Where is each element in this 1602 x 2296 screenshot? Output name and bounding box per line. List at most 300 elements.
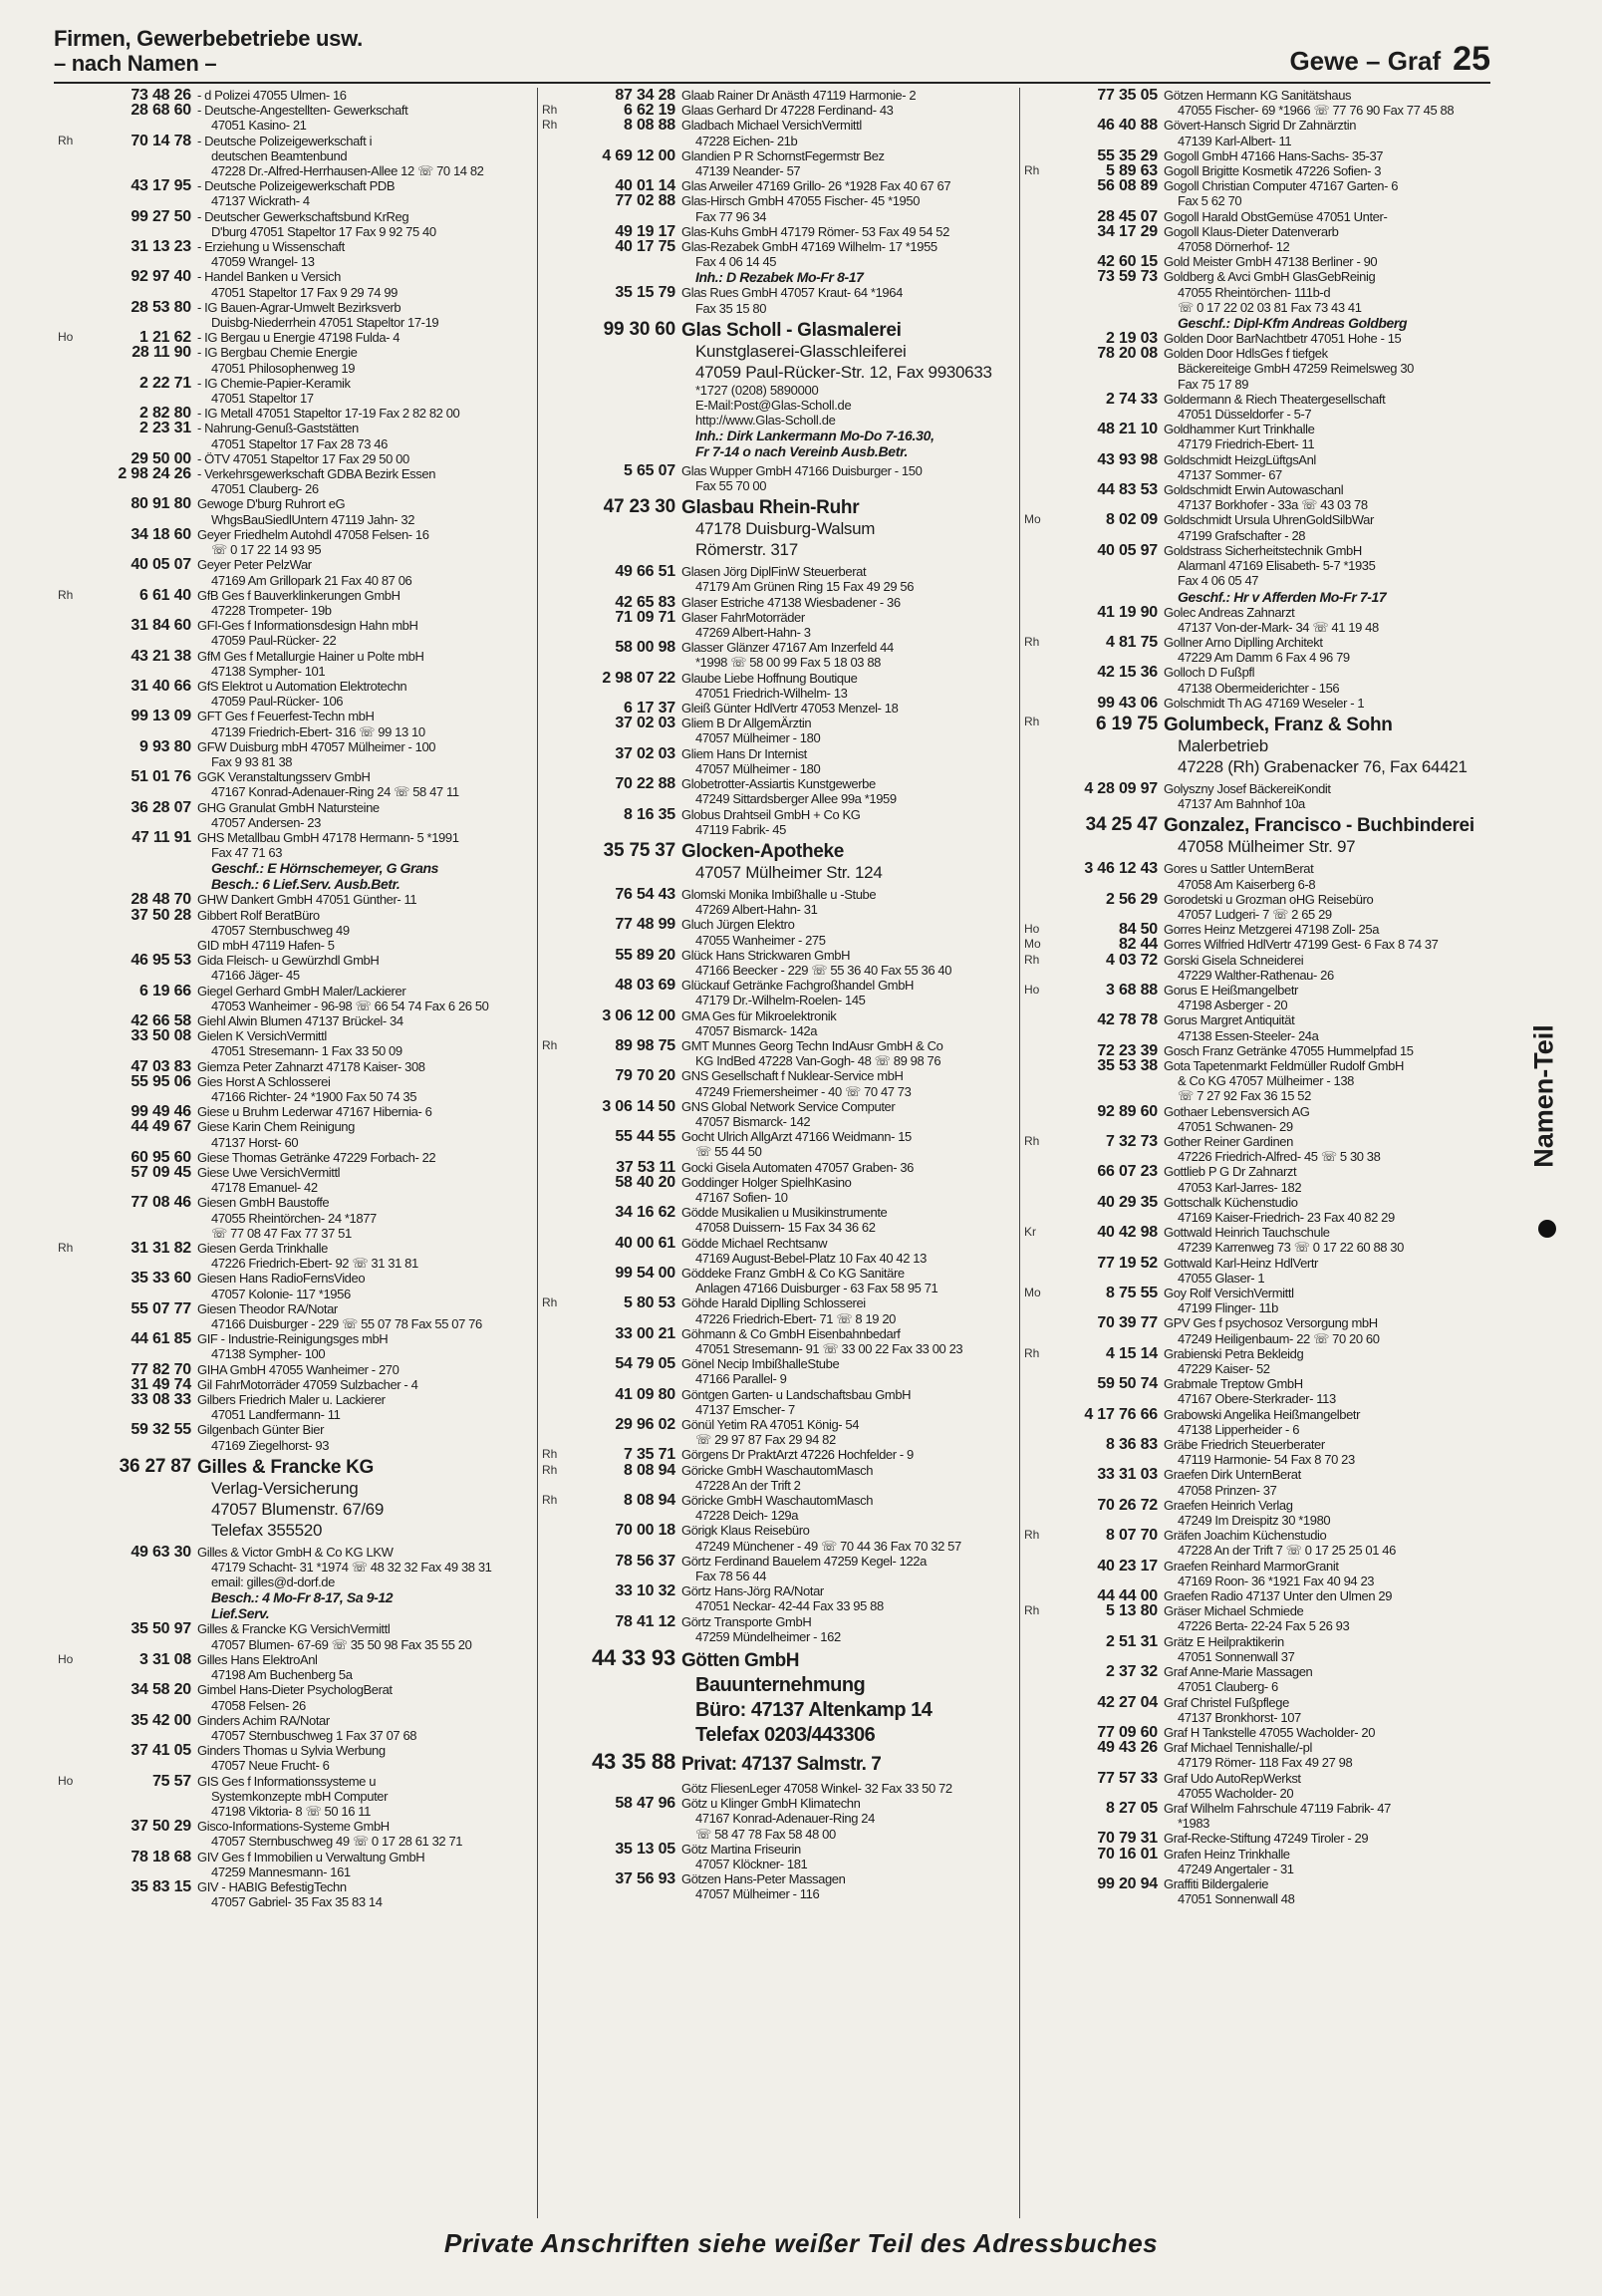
phone-number: 8 75 55 bbox=[1106, 1285, 1158, 1302]
entry-name: - IG Metall 47051 Stapeltor 17-19 Fax 2 82 82 00 bbox=[197, 406, 460, 422]
district-code: Rh bbox=[58, 1241, 74, 1256]
entry-body bbox=[681, 1008, 1019, 1038]
district-code: Rh bbox=[1024, 1345, 1040, 1360]
entry-detail: Römerstr. 317 bbox=[695, 540, 798, 560]
entry-detail: 47169 Roon- 36 *1921 Fax 40 94 23 bbox=[1178, 1573, 1375, 1588]
entry-detail: 47228 An der Trift 7 ☏ 0 17 25 25 01 46 bbox=[1178, 1543, 1396, 1559]
side-tab-label: Namen-Teil bbox=[1528, 1024, 1559, 1168]
entry-name: Glomski Monika Imbißhalle u -Stube bbox=[681, 886, 877, 902]
district-code: Ho bbox=[58, 330, 74, 345]
phone-number: 37 53 11 bbox=[616, 1158, 675, 1176]
entry-name: Glandien P R SchornstFegermstr Bez bbox=[681, 147, 885, 163]
listing-entry bbox=[538, 463, 1019, 493]
entry-note: Lief.Serv. bbox=[211, 1605, 270, 1622]
listing-entry bbox=[54, 451, 537, 466]
entry-body bbox=[1164, 1740, 1490, 1770]
listing-entry bbox=[54, 1119, 537, 1149]
entry-detail: 47057 Neue Frucht- 6 bbox=[211, 1758, 330, 1774]
entry-detail: 47057 Sternbuschweg 1 Fax 37 07 68 bbox=[211, 1727, 417, 1743]
entry-name: Golschmidt Th AG 47169 Weseler - 1 bbox=[1164, 695, 1365, 711]
district-code: Rh bbox=[542, 1493, 558, 1508]
phone-number: 43 93 98 bbox=[1097, 450, 1158, 468]
listing-entry bbox=[1020, 452, 1490, 482]
entry-body bbox=[197, 618, 537, 648]
phone-number: 57 09 45 bbox=[131, 1164, 191, 1182]
entry-detail: 47138 Lipperheider - 6 bbox=[1178, 1421, 1300, 1437]
phone-number: 40 42 98 bbox=[1097, 1224, 1158, 1242]
entry-body bbox=[681, 320, 1019, 459]
entry-detail: 47226 Friedrich-Alfred- 45 ☏ 5 30 38 bbox=[1178, 1149, 1381, 1165]
phone-number: 4 03 72 bbox=[1106, 951, 1158, 969]
entry-body bbox=[197, 239, 537, 269]
district-code: Rh bbox=[542, 1447, 558, 1462]
phone-number: 80 91 80 bbox=[131, 495, 191, 513]
entry-body bbox=[197, 1195, 537, 1241]
entry-detail: 47138 Obermeiderichter - 156 bbox=[1178, 680, 1340, 696]
listing-entry bbox=[1020, 1346, 1490, 1376]
entry-note: Besch.: 4 Mo-Fr 8-17, Sa 9-12 bbox=[211, 1589, 394, 1606]
entry-name: Glas-Kuhs GmbH 47179 Römer- 53 Fax 49 54 52 bbox=[681, 223, 949, 239]
listing-entry bbox=[1020, 209, 1490, 224]
phone-number: 60 95 60 bbox=[131, 1148, 191, 1166]
listing-entry bbox=[1020, 1498, 1490, 1528]
phone-number: 42 65 83 bbox=[615, 593, 675, 611]
phone-number: 40 29 35 bbox=[1097, 1193, 1158, 1211]
entry-detail: 47137 Sommer- 67 bbox=[1178, 466, 1282, 482]
entry-name: Gocht Ulrich AllgArzt 47166 Weidmann- 15 bbox=[681, 1129, 912, 1145]
listing-entry bbox=[1020, 1847, 1490, 1876]
phone-number: 59 50 74 bbox=[1097, 1375, 1158, 1393]
listing-entry bbox=[54, 1819, 537, 1849]
phone-number: 99 13 09 bbox=[131, 708, 191, 725]
entry-name: GID mbH 47119 Hafen- 5 bbox=[197, 937, 335, 953]
entry-detail: 47198 Am Buchenberg 5a bbox=[211, 1667, 353, 1683]
district-code: Kr bbox=[1024, 1225, 1036, 1240]
entry-detail: WhgsBauSiedlUntern 47119 Jahn- 32 bbox=[211, 511, 415, 527]
district-code: Ho bbox=[58, 1651, 74, 1666]
listing-entry bbox=[538, 1523, 1019, 1553]
entry-body bbox=[681, 671, 1019, 701]
entry-body bbox=[1164, 1603, 1490, 1633]
listing-entry bbox=[538, 1099, 1019, 1129]
entry-body bbox=[681, 610, 1019, 640]
listing-entry bbox=[1020, 1695, 1490, 1725]
entry-detail: 47137 Von-der-Mark- 34 ☏ 41 19 48 bbox=[1178, 619, 1379, 635]
phone-number: 4 15 14 bbox=[1106, 1344, 1158, 1362]
entry-detail: 47059 Paul-Rücker-Str. 12, Fax 9930633 bbox=[695, 362, 992, 382]
listing-entry bbox=[538, 320, 1019, 459]
entry-name: Gödde Musikalien u Musikinstrumente bbox=[681, 1205, 888, 1221]
phone-number: 56 08 89 bbox=[1097, 177, 1158, 195]
entry-body bbox=[1164, 635, 1490, 665]
entry-name: GIV - HABIG BefestigTechn bbox=[197, 1878, 347, 1894]
listing-entry bbox=[538, 807, 1019, 837]
entry-detail: Fax 55 70 00 bbox=[695, 478, 767, 494]
entry-name: Ginders Thomas u Sylvia Werbung bbox=[197, 1743, 386, 1759]
entry-body bbox=[1164, 88, 1490, 118]
phone-number: 40 23 17 bbox=[1097, 1557, 1158, 1575]
phone-number: 33 10 32 bbox=[615, 1582, 675, 1600]
entry-name: Goldschmidt Erwin Autowaschanl bbox=[1164, 482, 1344, 498]
entry-detail: 47057 Mülheimer - 180 bbox=[695, 760, 821, 776]
phone-number: 70 22 88 bbox=[615, 775, 675, 793]
entry-body bbox=[681, 1842, 1019, 1871]
entry-detail: 47226 Friedrich-Ebert- 71 ☏ 8 19 20 bbox=[695, 1310, 896, 1326]
listing-entry bbox=[1020, 1043, 1490, 1058]
phone-number: 35 50 97 bbox=[131, 1620, 191, 1638]
listing-entry bbox=[538, 285, 1019, 315]
entry-detail: 47055 Wanheimer - 275 bbox=[695, 932, 826, 948]
phone-number: 84 50 bbox=[1118, 921, 1158, 939]
listing-entry bbox=[538, 1796, 1019, 1842]
phone-number: 99 27 50 bbox=[131, 207, 191, 225]
entry-name: - IG Chemie-Papier-Keramik bbox=[197, 375, 351, 391]
phone-number: 29 96 02 bbox=[615, 1416, 675, 1434]
listing-entry bbox=[1020, 1603, 1490, 1633]
entry-body bbox=[1164, 1876, 1490, 1906]
listing-entry bbox=[1020, 1104, 1490, 1134]
entry-name: GHG Granulat GmbH Natursteine bbox=[197, 799, 380, 815]
listing-entry bbox=[1020, 1467, 1490, 1497]
entry-body bbox=[681, 1356, 1019, 1386]
listing-entry bbox=[54, 1422, 537, 1452]
entry-detail: 47199 Grafschafter - 28 bbox=[1178, 527, 1306, 543]
entry-detail: 47059 Paul-Rücker- 106 bbox=[211, 694, 344, 710]
entry-body bbox=[1164, 665, 1490, 695]
entry-name: - Nahrung-Genuß-Gaststätten bbox=[197, 421, 359, 436]
listing-entry bbox=[54, 1165, 537, 1195]
listing-entry bbox=[538, 978, 1019, 1007]
entry-name: Gota Tapetenmarkt Feldmüller Rudolf GmbH bbox=[1164, 1057, 1404, 1073]
phone-number: 70 39 77 bbox=[1097, 1314, 1158, 1332]
entry-detail: 47051 Stapeltor 17 Fax 28 73 46 bbox=[211, 435, 388, 451]
entry-name: Gilles & Victor GmbH & Co KG LKW bbox=[197, 1544, 394, 1560]
entry-detail: 47137 Bronkhorst- 107 bbox=[1178, 1709, 1301, 1725]
listing-entry bbox=[1020, 392, 1490, 422]
district-code: Rh bbox=[1024, 1133, 1040, 1148]
entry-name: Privat: 47137 Salmstr. 7 bbox=[681, 1754, 882, 1776]
entry-name: Gilbers Friedrich Maler u. Lackierer bbox=[197, 1392, 386, 1408]
listing-entry bbox=[1020, 1559, 1490, 1588]
phone-number: 8 08 88 bbox=[624, 117, 675, 135]
listing-entry bbox=[1020, 1771, 1490, 1801]
entry-body bbox=[681, 1129, 1019, 1159]
phone-number: 35 75 37 bbox=[603, 839, 675, 861]
entry-note: Geschf.: Hr v Afferden Mo-Fr 7-17 bbox=[1178, 588, 1387, 605]
entry-body bbox=[197, 1743, 537, 1773]
entry-detail: 47178 Duisburg-Walsum bbox=[695, 519, 876, 539]
listing-entry bbox=[538, 88, 1019, 103]
listing-entry bbox=[54, 984, 537, 1013]
entry-name: Giehl Alwin Blumen 47137 Brückel- 34 bbox=[197, 1012, 403, 1028]
phone-number: 33 08 33 bbox=[131, 1391, 191, 1409]
entry-detail: 47228 Dr.-Alfred-Herrhausen-Allee 12 ☏ 70 14 82 bbox=[211, 163, 484, 179]
entry-name: Gräser Michael Schmiede bbox=[1164, 1603, 1304, 1619]
entry-body bbox=[681, 1523, 1019, 1553]
entry-detail: *1983 bbox=[1178, 1816, 1209, 1832]
entry-detail: 47249 Im Dreispitz 30 *1980 bbox=[1178, 1513, 1331, 1529]
entry-detail: 47051 Sonnenwall 48 bbox=[1178, 1891, 1295, 1907]
phone-number: 77 08 46 bbox=[131, 1194, 191, 1212]
listing-entry bbox=[538, 1387, 1019, 1417]
phone-number: 31 49 74 bbox=[131, 1375, 191, 1393]
entry-body bbox=[1164, 543, 1490, 605]
listing-entry bbox=[538, 716, 1019, 745]
phone-number: 4 81 75 bbox=[1106, 633, 1158, 651]
entry-body bbox=[1164, 1467, 1490, 1497]
phone-number: 4 69 12 00 bbox=[602, 146, 675, 164]
entry-body bbox=[681, 1614, 1019, 1644]
phone-number: 6 61 40 bbox=[139, 586, 191, 604]
phone-number: 37 50 28 bbox=[131, 906, 191, 924]
entry-body bbox=[681, 776, 1019, 806]
entry-body bbox=[1164, 1376, 1490, 1406]
entry-name: Gogoll Christian Computer 47167 Garten- 6 bbox=[1164, 178, 1399, 194]
entry-name: Giesen Hans RadioFernsVideo bbox=[197, 1271, 366, 1287]
listing-entry bbox=[1020, 937, 1490, 952]
entry-detail: 47058 Prinzen- 37 bbox=[1178, 1482, 1277, 1498]
entry-detail: 47226 Friedrich-Ebert- 92 ☏ 31 31 81 bbox=[211, 1256, 418, 1272]
entry-body bbox=[1164, 1225, 1490, 1255]
listing-entry bbox=[54, 739, 537, 769]
entry-body bbox=[197, 1028, 537, 1058]
phone-number: 77 35 05 bbox=[1097, 88, 1158, 104]
entry-detail: 47179 Römer- 118 Fax 49 27 98 bbox=[1178, 1755, 1353, 1771]
entry-name: Gosch Franz Getränke 47055 Hummelpfad 15 bbox=[1164, 1042, 1414, 1058]
phone-number: 78 56 37 bbox=[615, 1552, 675, 1570]
phone-number: 46 95 53 bbox=[131, 952, 191, 970]
entry-body bbox=[197, 709, 537, 738]
entry-name: Görigk Klaus Reisebüro bbox=[681, 1523, 810, 1539]
entry-name: - d Polizei 47055 Ulmen- 16 bbox=[197, 88, 347, 103]
entry-body bbox=[1164, 482, 1490, 512]
listing-entry bbox=[1020, 1315, 1490, 1345]
listing-entry bbox=[1020, 269, 1490, 331]
entry-name: Giesen GmbH Baustoffe bbox=[197, 1195, 330, 1211]
listing-entry bbox=[54, 239, 537, 269]
entry-name: GIF - Industrie-Reinigungsges mbH bbox=[197, 1331, 389, 1347]
entry-body bbox=[1164, 605, 1490, 635]
phone-number: 78 20 08 bbox=[1097, 345, 1158, 363]
entry-name: Gother Reiner Gardinen bbox=[1164, 1133, 1293, 1149]
phone-number: 31 84 60 bbox=[131, 617, 191, 635]
listing-entry bbox=[538, 118, 1019, 147]
entry-body bbox=[681, 948, 1019, 978]
entry-body bbox=[681, 1447, 1019, 1462]
phone-number: 70 14 78 bbox=[131, 132, 191, 149]
entry-name: Gorres Heinz Metzgerei 47198 Zoll- 25a bbox=[1164, 922, 1380, 938]
phone-number: 87 34 28 bbox=[615, 88, 675, 104]
entry-name: Götz u Klinger GmbH Klimatechn bbox=[681, 1796, 861, 1812]
phone-number: 4 28 09 97 bbox=[1084, 779, 1158, 797]
entry-body bbox=[681, 807, 1019, 837]
entry-body bbox=[681, 746, 1019, 776]
entry-detail: 47051 Clauberg- 26 bbox=[211, 481, 319, 497]
phone-number: 8 16 35 bbox=[624, 805, 675, 823]
entry-detail: 47259 Mannesmann- 161 bbox=[211, 1864, 351, 1879]
district-code: Rh bbox=[58, 133, 74, 147]
entry-body bbox=[1164, 331, 1490, 346]
header-rule bbox=[54, 82, 1490, 84]
listing-entry bbox=[54, 1271, 537, 1300]
entry-detail: Bauunternehmung bbox=[695, 1674, 866, 1697]
entry-detail: Fax 35 15 80 bbox=[695, 300, 767, 316]
entry-body bbox=[1164, 1559, 1490, 1588]
entry-detail: 47139 Neander- 57 bbox=[695, 163, 801, 179]
listing-column-2 bbox=[537, 88, 1019, 2218]
listing-entry bbox=[54, 953, 537, 983]
entry-body bbox=[197, 1457, 537, 1541]
entry-name: Göddeke Franz GmbH & Co KG Sanitäre bbox=[681, 1265, 905, 1281]
entry-name: Götzen Hermann KG Sanitätshaus bbox=[1164, 88, 1352, 103]
phone-number: 70 16 01 bbox=[1097, 1845, 1158, 1863]
entry-body bbox=[197, 1545, 537, 1622]
listing-entry bbox=[1020, 88, 1490, 118]
entry-body bbox=[197, 984, 537, 1013]
phone-number: 42 60 15 bbox=[1097, 253, 1158, 271]
entry-name: Götten GmbH bbox=[681, 1650, 799, 1672]
entry-name: Gewoge D'burg Ruhrort eG bbox=[197, 496, 346, 512]
entry-name: Gottwald Karl-Heinz HdlVertr bbox=[1164, 1255, 1318, 1271]
listing-entry bbox=[54, 1682, 537, 1712]
entry-name: GNS Global Network Service Computer bbox=[681, 1098, 896, 1114]
phone-number: 99 43 06 bbox=[1097, 694, 1158, 712]
listing-entry bbox=[1020, 482, 1490, 512]
listing-entry bbox=[538, 1781, 1019, 1796]
entry-body bbox=[197, 892, 537, 907]
entry-name: Goldschmidt HeizgLüftgsAnl bbox=[1164, 451, 1316, 467]
entry-name: Gliem B Dr AllgemÄrztin bbox=[681, 716, 812, 731]
listing-entry bbox=[538, 1205, 1019, 1235]
listing-entry bbox=[54, 1104, 537, 1119]
entry-body bbox=[1164, 1831, 1490, 1846]
entry-name: Graefen Radio 47137 Unter den Ulmen 29 bbox=[1164, 1588, 1393, 1604]
entry-detail: 47166 Duisburger - 229 ☏ 55 07 78 Fax 55 07 76 bbox=[211, 1316, 482, 1332]
entry-body bbox=[681, 701, 1019, 716]
phone-number: 7 32 73 bbox=[1106, 1132, 1158, 1150]
district-code: Rh bbox=[542, 1462, 558, 1477]
entry-body bbox=[197, 588, 537, 618]
listing-entry bbox=[54, 134, 537, 179]
phone-number: 76 54 43 bbox=[615, 885, 675, 903]
entry-detail: 47228 Deich- 129a bbox=[695, 1508, 799, 1524]
page-range: Gewe – Graf bbox=[1289, 46, 1442, 76]
listing-entry bbox=[1020, 1164, 1490, 1194]
listing-entry bbox=[54, 103, 537, 133]
entry-body bbox=[1164, 209, 1490, 224]
phone-number: 3 06 12 00 bbox=[602, 1006, 675, 1024]
entry-detail: 47137 Am Bahnhof 10a bbox=[1178, 796, 1305, 812]
entry-name: - Deutscher Gewerkschaftsbund KrReg bbox=[197, 208, 409, 224]
listing-entry bbox=[54, 1774, 537, 1820]
listing-entry bbox=[54, 679, 537, 709]
listing-entry bbox=[54, 908, 537, 938]
entry-body bbox=[1164, 983, 1490, 1012]
phone-number: 55 07 77 bbox=[131, 1299, 191, 1317]
entry-name: Gies Horst A Schlosserei bbox=[197, 1073, 331, 1089]
phone-number: 28 48 70 bbox=[131, 891, 191, 909]
entry-name: Graf Wilhelm Fahrschule 47119 Fabrik- 47 bbox=[1164, 1800, 1391, 1816]
district-code: Ho bbox=[1024, 922, 1040, 937]
entry-detail: 47057 Sternbuschweg 49 ☏ 0 17 28 61 32 71 bbox=[211, 1834, 463, 1850]
phone-number: 5 13 80 bbox=[1106, 1602, 1158, 1620]
listing-entry bbox=[54, 588, 537, 618]
phone-number: 31 40 66 bbox=[131, 677, 191, 695]
entry-detail: 47179 Dr.-Wilhelm-Roelen- 145 bbox=[695, 993, 866, 1008]
entry-body bbox=[197, 800, 537, 830]
entry-name: Gorres Wilfried HdlVertr 47199 Gest- 6 Fax 8 74 37 bbox=[1164, 937, 1439, 953]
entry-detail: 47139 Karl-Albert- 11 bbox=[1178, 133, 1292, 148]
listing-entry bbox=[538, 1493, 1019, 1523]
phone-number: 35 42 00 bbox=[131, 1711, 191, 1729]
phone-number: 47 03 83 bbox=[131, 1057, 191, 1075]
entry-name: Graffiti Bildergalerie bbox=[1164, 1875, 1269, 1891]
entry-name: Glück Hans Strickwaren GmbH bbox=[681, 947, 851, 963]
entry-body bbox=[1164, 1164, 1490, 1194]
entry-detail: 47249 Angertaler - 31 bbox=[1178, 1861, 1294, 1876]
listing-entry bbox=[1020, 118, 1490, 147]
phone-number: 37 50 29 bbox=[131, 1818, 191, 1836]
entry-name: Glas-Rezabek GmbH 47169 Wilhelm- 17 *1955 bbox=[681, 239, 937, 255]
entry-body bbox=[681, 564, 1019, 594]
phone-number: 42 15 36 bbox=[1097, 664, 1158, 682]
entry-body bbox=[1164, 1725, 1490, 1740]
entry-name: Gilles Hans ElektroAnl bbox=[197, 1651, 318, 1667]
entry-body bbox=[681, 148, 1019, 178]
phone-number: 3 68 88 bbox=[1106, 981, 1158, 999]
phone-number: 55 35 29 bbox=[1097, 146, 1158, 164]
entry-name: Graf Udo AutoRepWerkst bbox=[1164, 1770, 1301, 1786]
entry-body bbox=[1164, 1588, 1490, 1603]
phone-number: 44 83 53 bbox=[1097, 481, 1158, 499]
entry-body bbox=[681, 103, 1019, 118]
entry-body bbox=[197, 1331, 537, 1361]
phone-number: 73 59 73 bbox=[1097, 268, 1158, 286]
listing-entry bbox=[1020, 922, 1490, 937]
phone-number: 78 41 12 bbox=[615, 1612, 675, 1630]
entry-detail: 47059 Paul-Rücker- 22 bbox=[211, 633, 337, 649]
phone-number: 43 21 38 bbox=[131, 647, 191, 665]
district-code: Rh bbox=[58, 587, 74, 602]
entry-name: Gogoll Harald ObstGemüse 47051 Unter- bbox=[1164, 208, 1388, 224]
phone-number: 33 00 21 bbox=[615, 1324, 675, 1342]
entry-body bbox=[681, 1554, 1019, 1583]
entry-body bbox=[1164, 118, 1490, 147]
phone-number: 4 17 76 66 bbox=[1084, 1405, 1158, 1423]
entry-body bbox=[1164, 148, 1490, 163]
listing-entry bbox=[538, 746, 1019, 776]
phone-number: 37 41 05 bbox=[131, 1742, 191, 1760]
phone-number: 44 33 93 bbox=[591, 1645, 675, 1671]
entry-detail: 47259 Mündelheimer - 162 bbox=[695, 1628, 841, 1644]
entry-detail: 47057 Blumen- 67-69 ☏ 35 50 98 Fax 35 55 20 bbox=[211, 1636, 472, 1652]
entry-name: Golloch D Fußpfl bbox=[1164, 665, 1255, 681]
phone-number: 58 47 96 bbox=[615, 1795, 675, 1813]
entry-body bbox=[1164, 815, 1490, 857]
entry-name: Goy Rolf VersichVermittl bbox=[1164, 1286, 1294, 1301]
listing-entry bbox=[538, 671, 1019, 701]
phone-number: 2 98 24 26 bbox=[118, 465, 191, 483]
entry-detail: 47166 Beecker - 229 ☏ 55 36 40 Fax 55 36 40 bbox=[695, 962, 952, 978]
phone-number: 36 28 07 bbox=[131, 798, 191, 816]
entry-name: Gliem Hans Dr Internist bbox=[681, 745, 807, 761]
entry-body bbox=[197, 496, 537, 526]
entry-body bbox=[681, 841, 1019, 883]
district-code: Rh bbox=[1024, 634, 1040, 649]
phone-number: 92 97 40 bbox=[131, 268, 191, 286]
entry-detail: 47167 Konrad-Adenauer-Ring 24 bbox=[695, 1811, 875, 1827]
entry-detail: Fax 9 93 81 38 bbox=[211, 753, 293, 769]
